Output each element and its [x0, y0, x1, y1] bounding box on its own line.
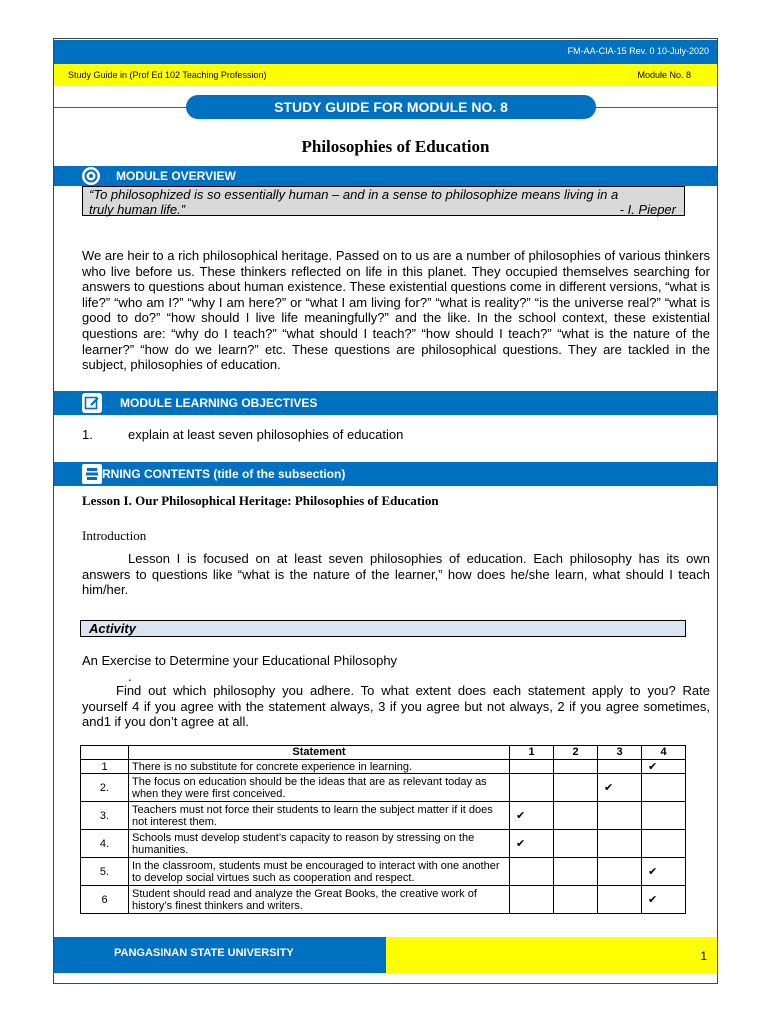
table-header-3: 3 [598, 746, 642, 760]
rating-cell-3[interactable] [598, 886, 642, 914]
row-statement: Student should read and analyze the Great Books, the creative work of history’s finest thinkers and writers. [129, 886, 510, 914]
rating-cell-4[interactable] [642, 802, 686, 830]
module-overview-bar [54, 166, 717, 186]
lesson-title: Lesson I. Our Philosophical Heritage: Philosophies of Education [82, 493, 439, 508]
rating-table [80, 745, 686, 914]
study-guide-banner: STUDY GUIDE FOR MODULE NO. 8 [186, 95, 596, 119]
table-header-2: 2 [554, 746, 598, 760]
activity-label: Activity [80, 620, 686, 637]
module-overview-heading: MODULE OVERVIEW [116, 169, 236, 183]
rating-cell-2[interactable] [554, 774, 598, 802]
row-number: 5. [81, 858, 129, 886]
introduction-text: Lesson I is focused on at least seven philosophies of education. Each philosophy has its own answers to questions like “what is the nature of the learner,” how does he/she learn, what should I teach him/her. [82, 551, 710, 598]
university-name: PANGASINAN STATE UNIVERSITY [114, 947, 294, 959]
rating-cell-3[interactable] [598, 802, 642, 830]
table-row [81, 760, 686, 774]
objective-text: explain at least seven philosophies of education [128, 427, 404, 442]
table-row [81, 858, 686, 886]
page-title: Philosophies of Education [301, 137, 490, 156]
rating-cell-4[interactable] [642, 774, 686, 802]
learning-contents-bar [54, 462, 717, 486]
rating-cell-2[interactable] [554, 760, 598, 774]
module-number: Module No. 8 [637, 70, 691, 80]
table-header-row [81, 746, 686, 760]
row-statement: There is no substitute for concrete experience in learning. [129, 760, 510, 774]
learning-objectives-bar [54, 391, 717, 415]
rating-cell-1[interactable]: ✔ [510, 802, 554, 830]
row-statement: The focus on education should be the ideas that are as relevant today as when they were first conceived. [129, 774, 510, 802]
row-statement: In the classroom, students must be encouraged to interact with one another to develop social virtues such as cooperation and respect. [129, 858, 510, 886]
overview-target-icon [82, 167, 100, 185]
objective-number: 1. [82, 427, 93, 442]
row-number: 2. [81, 774, 129, 802]
overview-quote [82, 186, 685, 216]
rating-cell-4[interactable] [642, 830, 686, 858]
table-header-1: 1 [510, 746, 554, 760]
rating-cell-3[interactable] [598, 858, 642, 886]
row-statement: Schools must develop student’s capacity to reason by stressing on the humanities. [129, 830, 510, 858]
quote-line-1: “To philosophized is so essentially human – and in a sense to philosophize means living in a [89, 187, 619, 202]
rating-cell-4[interactable]: ✔ [642, 886, 686, 914]
table-row [81, 774, 686, 802]
rating-cell-3[interactable] [598, 830, 642, 858]
rating-cell-2[interactable] [554, 830, 598, 858]
introduction-heading: Introduction [82, 528, 147, 543]
rating-cell-4[interactable]: ✔ [642, 760, 686, 774]
rating-cell-1[interactable] [510, 774, 554, 802]
book-stack-icon [82, 464, 102, 484]
overview-paragraph: We are heir to a rich philosophical heritage. Passed on to us are a number of philosophies of various thinkers who live before us. These thinkers reflected on life in this planet. They occupied themselves searching for answers to questions about human existence. These existential questions come in different versions, “what is life?” “who am I?” “why I am here?” or “what I am living for?” “what is reality?” “is the universe real?” “what is good to do?” “how should I live life meaningfully?” and the like. In the school context, these existential questions are: “why do I teach?” “what should I teach?” “how should I teach?” “what is the nature of the learner?” “how do we learn?” etc. These questions are philosophical questions. They are tackled in the subject, philosophies of education. [82, 248, 710, 373]
stray-dot: . [128, 669, 132, 684]
rating-cell-2[interactable] [554, 858, 598, 886]
table-row [81, 830, 686, 858]
quote-line-2: truly human life.” [89, 202, 186, 217]
activity-instructions: Find out which philosophy you adhere. To what extent does each statement apply to you? Rate yourself 4 if you agree with the statement always, 3 if you agree but not always, 2 if you agree sometimes, and1 if you don’t agree at all. [82, 683, 710, 730]
rating-cell-2[interactable] [554, 886, 598, 914]
rating-cell-1[interactable]: ✔ [510, 830, 554, 858]
study-guide-bar [54, 64, 717, 86]
footer-university-bar [54, 937, 386, 973]
table-row [81, 802, 686, 830]
row-statement: Teachers must not force their students to learn the subject matter if it does not interest them. [129, 802, 510, 830]
table-header-statement: Statement [129, 746, 510, 760]
row-number: 6 [81, 886, 129, 914]
form-code-bar [54, 40, 717, 64]
rating-cell-3[interactable]: ✔ [598, 774, 642, 802]
quote-attribution: - I. Pieper [619, 202, 676, 217]
edit-pencil-icon [82, 393, 102, 413]
page-number: 1 [700, 949, 707, 963]
table-header-num [81, 746, 129, 760]
study-guide-label: Study Guide in (Prof Ed 102 Teaching Profession) [68, 70, 267, 80]
rating-cell-4[interactable]: ✔ [642, 858, 686, 886]
form-code: FM-AA-CIA-15 Rev. 0 10-July-2020 [567, 46, 709, 56]
learning-objectives-heading: MODULE LEARNING OBJECTIVES [120, 396, 318, 410]
footer-page-bar [386, 937, 717, 973]
rating-cell-1[interactable] [510, 760, 554, 774]
row-number: 1 [81, 760, 129, 774]
learning-contents-heading: RNING CONTENTS (title of the subsection) [102, 467, 346, 481]
row-number: 3. [81, 802, 129, 830]
exercise-title: An Exercise to Determine your Educational Philosophy [82, 653, 398, 668]
row-number: 4. [81, 830, 129, 858]
table-header-4: 4 [642, 746, 686, 760]
rating-cell-1[interactable] [510, 858, 554, 886]
objective-item [82, 427, 403, 442]
rating-cell-3[interactable] [598, 760, 642, 774]
rating-cell-1[interactable] [510, 886, 554, 914]
rating-cell-2[interactable] [554, 802, 598, 830]
table-row [81, 886, 686, 914]
